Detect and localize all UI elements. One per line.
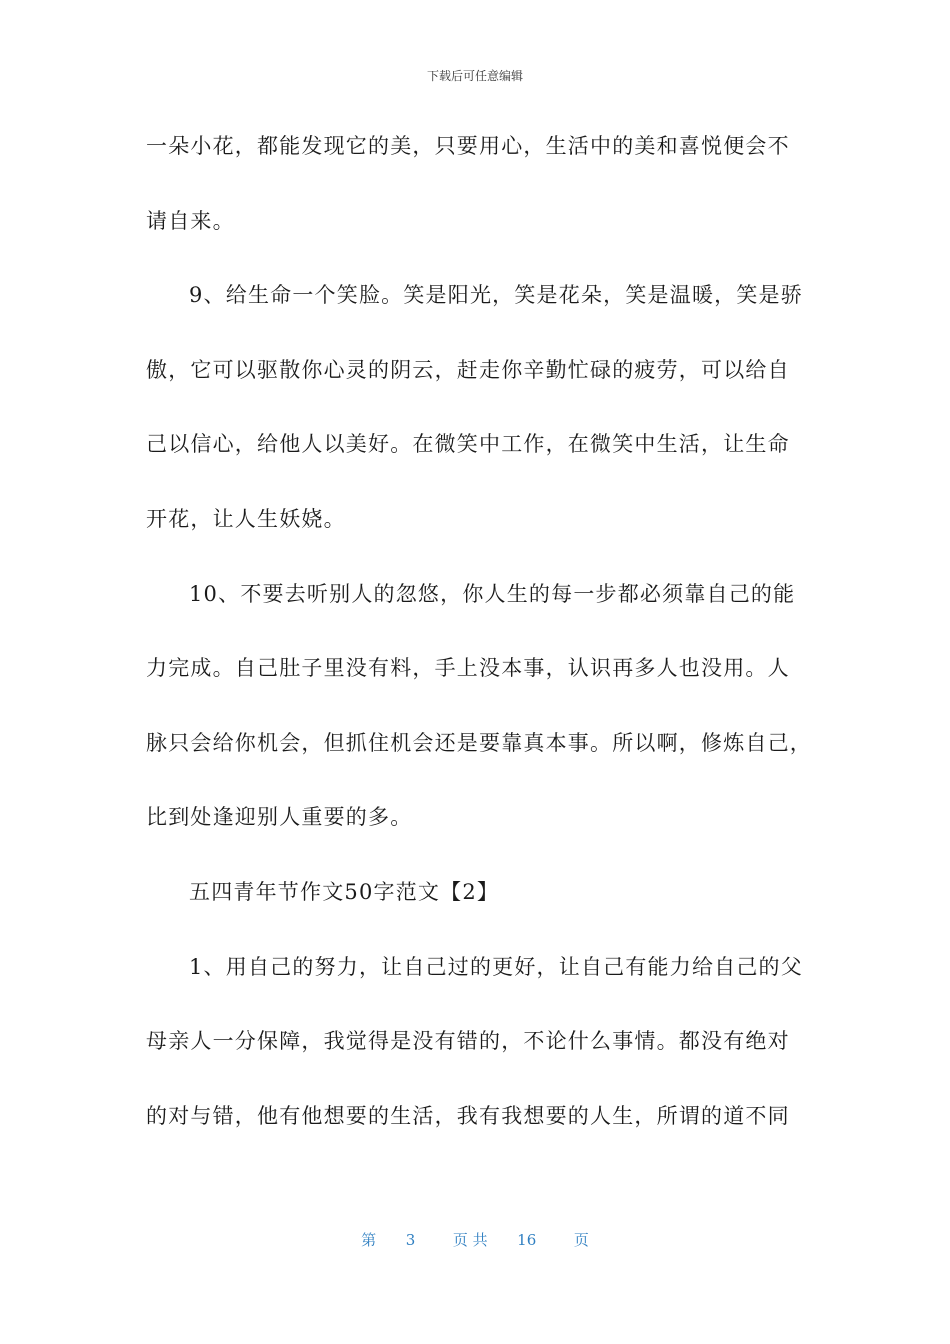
paragraph-line — [146, 1098, 806, 1173]
line-text: 10、不要去听别人的忽悠，你人生的每一步都必须靠自己的能 — [189, 581, 796, 606]
paragraph-line — [146, 352, 806, 427]
paragraph-line — [146, 1023, 806, 1098]
line-text: 1、用自己的努力，让自己过的更好，让自己有能力给自己的父 — [189, 954, 803, 979]
paragraph-line — [146, 277, 806, 352]
section-heading — [146, 874, 806, 949]
line-text: 的对与错，他有他想要的生活，我有我想要的人生，所谓的道不同 — [146, 1103, 790, 1128]
line-text: 力完成。自己肚子里没有料，手上没本事，认识再多人也没用。人 — [146, 656, 790, 681]
paragraph-line — [146, 725, 812, 800]
footer-suffix: 页 — [573, 1231, 589, 1249]
line-text: 开花，让人生妖娆。 — [146, 506, 346, 531]
paragraph-line — [146, 949, 806, 1024]
line-text: 己以信心，给他人以美好。在微笑中工作，在微笑中生活，让生命 — [146, 432, 790, 457]
paragraph-line — [146, 650, 806, 725]
paragraph-line — [146, 128, 806, 203]
line-text: 一朵小花，都能发现它的美，只要用心，生活中的美和喜悦便会不 — [146, 134, 790, 158]
paragraph-line — [146, 203, 806, 278]
line-text: 脉只会给你机会，但抓住机会还是要靠真本事。所以啊，修炼自己， — [146, 730, 812, 755]
paragraph-line — [146, 799, 806, 874]
current-page-number: 3 — [405, 1231, 416, 1249]
heading-text: 五四青年节作文50字范文【2】 — [189, 879, 500, 904]
line-text: 母亲人一分保障，我觉得是没有错的，不论什么事情。都没有绝对 — [146, 1029, 790, 1054]
paragraph-line — [146, 576, 806, 651]
document-body — [146, 128, 812, 1172]
total-pages-number: 16 — [517, 1231, 537, 1249]
footer-mid: 页 共 — [452, 1231, 488, 1249]
page-footer — [0, 1229, 950, 1250]
line-text: 请自来。 — [146, 208, 235, 233]
header-text: 下载后可任意编辑 — [426, 69, 523, 83]
paragraph-line — [146, 501, 806, 576]
line-text: 9、给生命一个笑脸。笑是阳光，笑是花朵，笑是温暖，笑是骄 — [189, 283, 803, 308]
line-text: 傲，它可以驱散你心灵的阴云，赶走你辛勤忙碌的疲劳，可以给自 — [146, 357, 790, 382]
footer-prefix: 第 — [361, 1231, 377, 1249]
paragraph-line — [146, 426, 806, 501]
page-header — [0, 67, 950, 84]
line-text: 比到处逢迎别人重要的多。 — [146, 805, 413, 830]
